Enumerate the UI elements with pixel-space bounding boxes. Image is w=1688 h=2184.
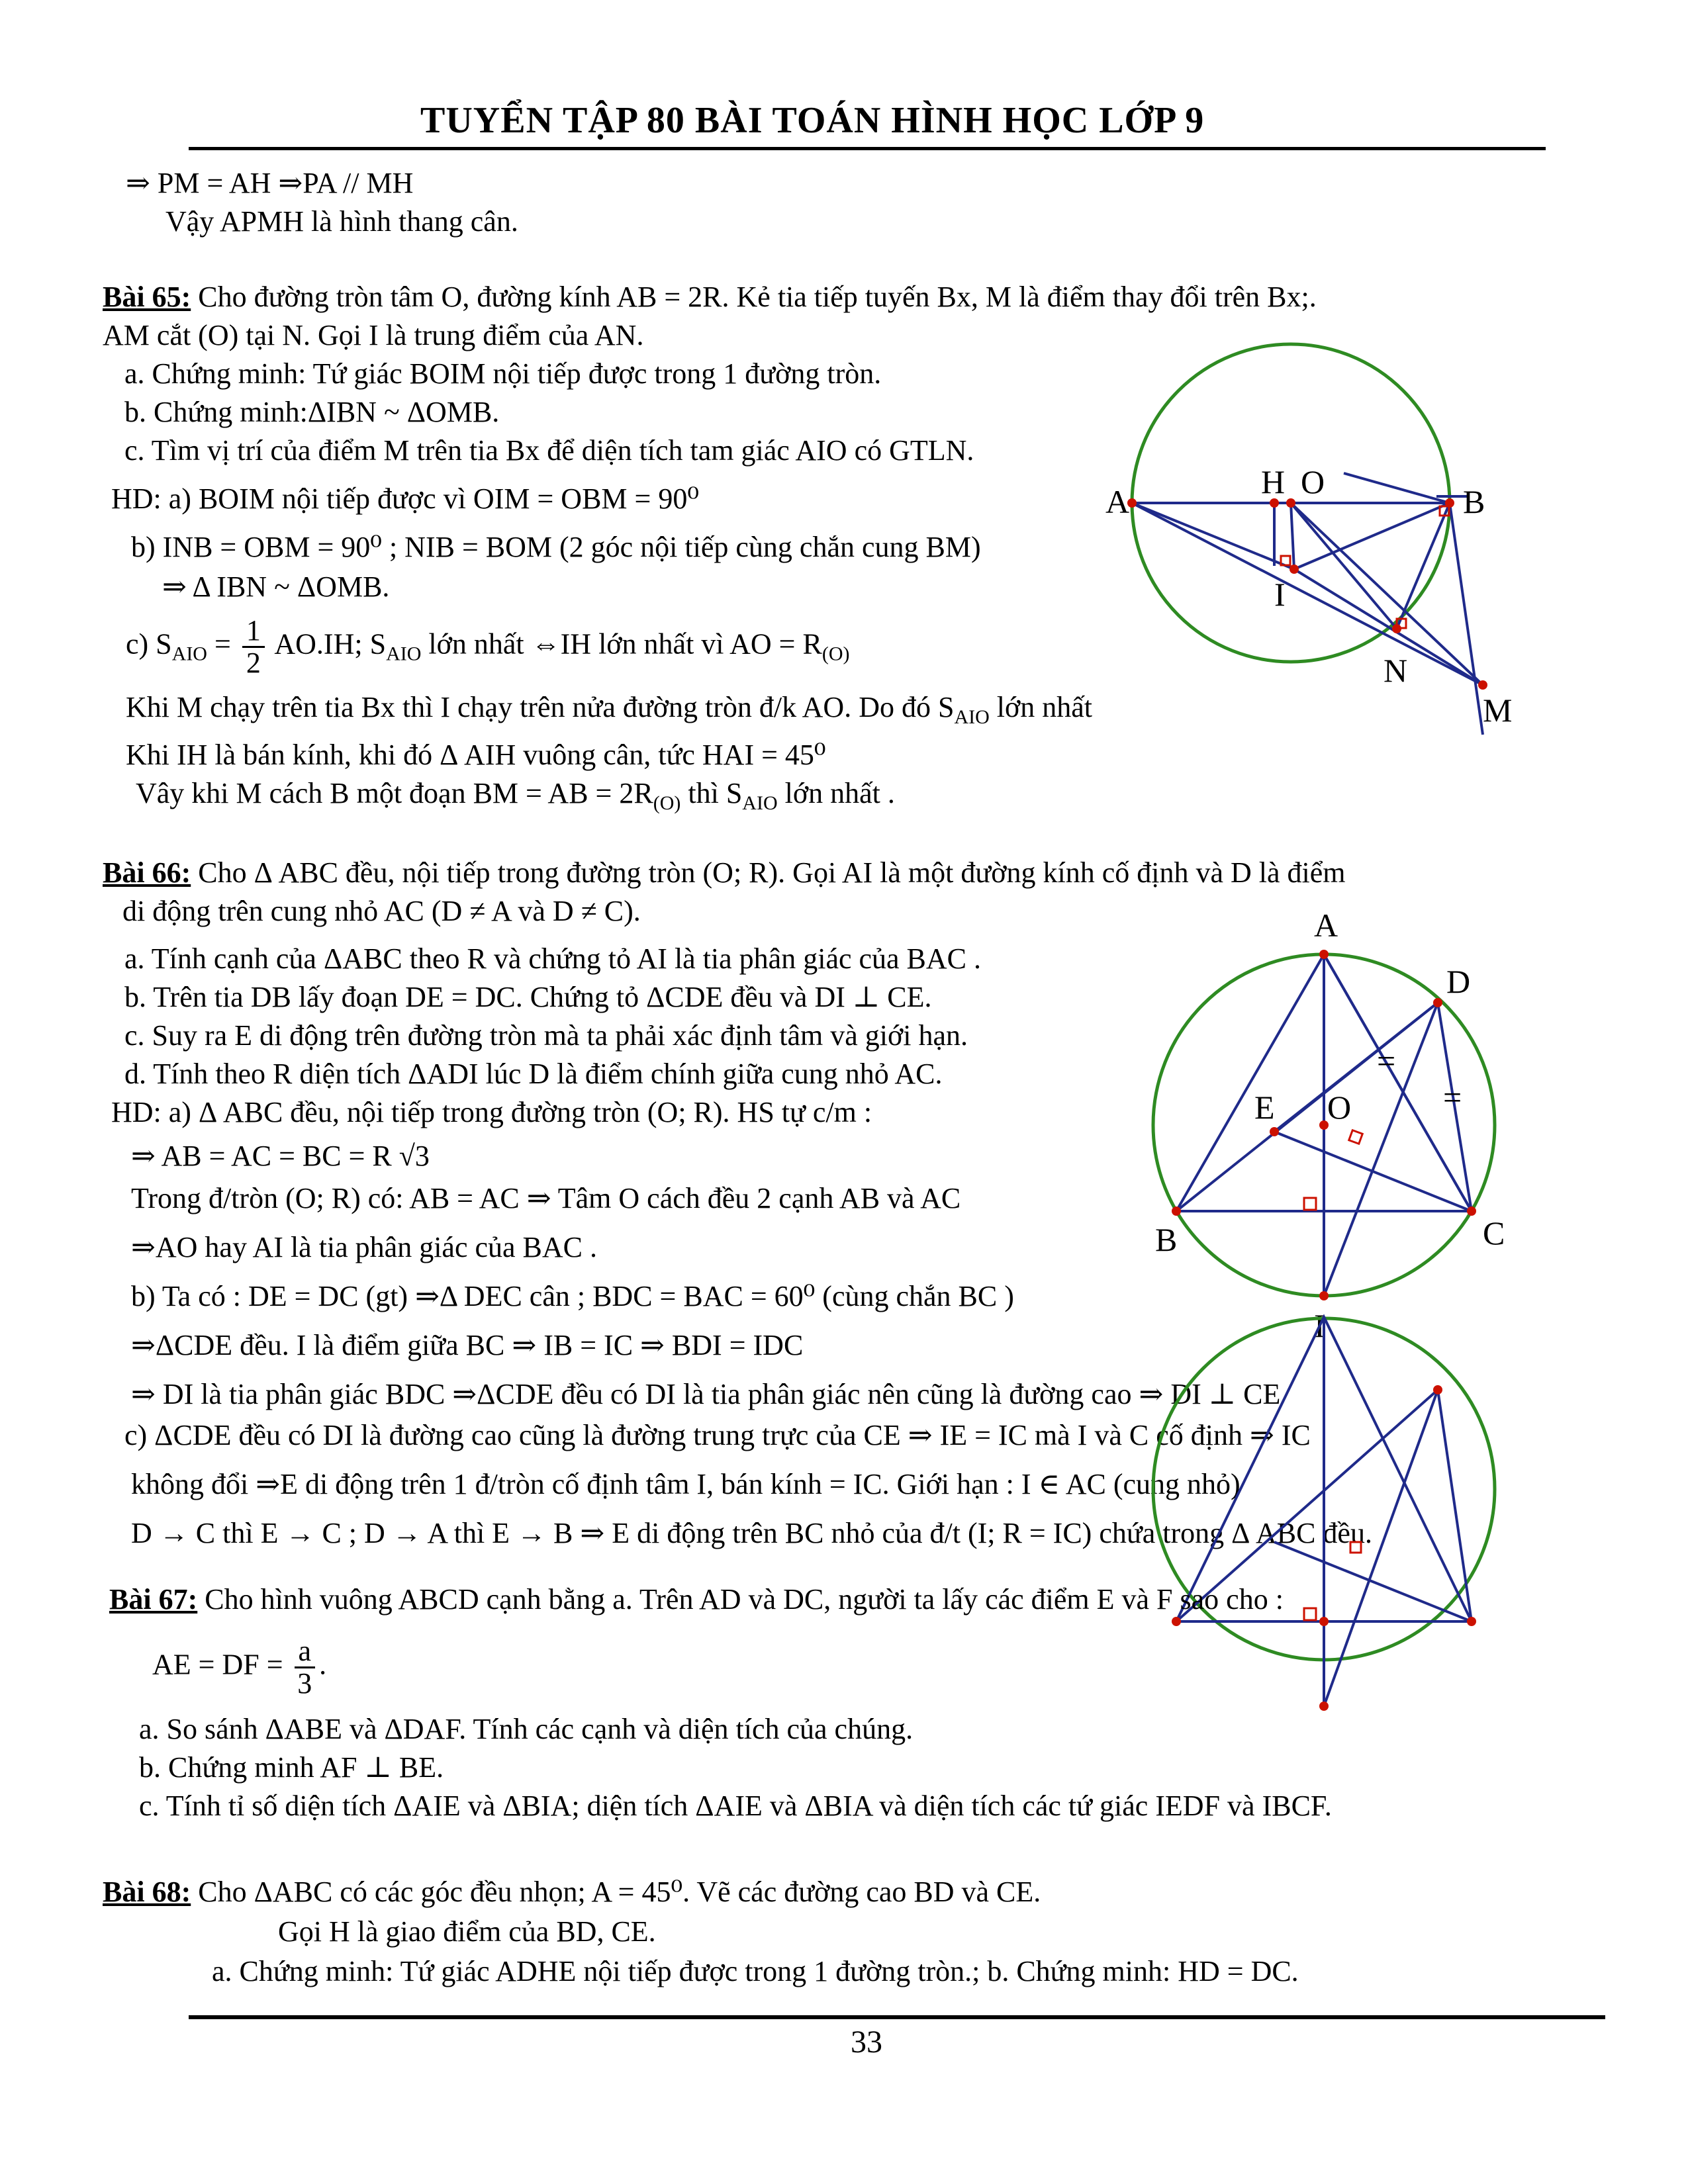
bai66-hd-7: ⇒ DI là tia phân giác BDC ⇒ΔCDE đều có DI là tia phân giác nên cũng là đường cao ⇒ DI ⊥ CE <box>131 1378 1281 1410</box>
eq-post: . <box>319 1648 327 1681</box>
bai66-hd-2: ⇒ AB = AC = BC = R √3 <box>131 1140 430 1172</box>
bai65-hd-c2 <box>126 688 1092 737</box>
hd-c4-sub: (O) <box>653 792 681 814</box>
label-e66: E <box>1254 1089 1275 1126</box>
figure-bai66 <box>1125 907 1549 1343</box>
hd-c4-mid: thì S <box>680 777 743 809</box>
eq-num: a <box>295 1636 316 1668</box>
point-i66 <box>1319 1291 1329 1300</box>
point-o <box>1286 498 1295 508</box>
bai65-statement-2: AM cắt (O) tại N. Gọi I là trung điểm của AN. <box>103 319 644 351</box>
figure-bai66-overlay <box>1125 1324 1549 1734</box>
bai66-hd-8: c) ΔCDE đều có DI là đường cao cũng là đường trung trực của CE ⇒ IE = IC mà I và C cố định ⇒ IC <box>124 1419 1311 1451</box>
point-b <box>1445 498 1454 508</box>
label-eq2: = <box>1443 1079 1462 1116</box>
footer-rule <box>189 2015 1605 2019</box>
label-o: O <box>1301 463 1325 500</box>
point-n <box>1392 624 1401 633</box>
point-i <box>1289 565 1299 574</box>
page-title: TUYỂN TẬP 80 BÀI TOÁN HÌNH HỌC LỚP 9 <box>420 100 1205 141</box>
hd-c4-sub2: AIO <box>742 792 778 814</box>
fig66-marks <box>1304 1130 1362 1210</box>
label-o66: O <box>1327 1089 1352 1126</box>
bai65-label: Bài 65: <box>103 281 191 313</box>
bai68-label: Bài 68: <box>103 1876 191 1908</box>
label-n: N <box>1383 652 1408 689</box>
point-b66 <box>1172 1206 1181 1216</box>
bai65-hd-a: HD: a) BOIM nội tiếp được vì OIM = OBM = 90⁰ <box>111 482 699 515</box>
page-number: 33 <box>851 2025 882 2060</box>
bai65-hd-c4 <box>136 774 895 823</box>
eq-pre: AE = DF = <box>152 1648 291 1681</box>
bai65-part-a: a. Chứng minh: Tứ giác BOIM nội tiếp được trong 1 đường tròn. <box>124 357 882 390</box>
fig65-lines <box>1132 473 1483 735</box>
bai66-hd-9: không đổi ⇒E di động trên 1 đ/tròn cố định tâm I, bán kính = IC. Giới hạn : I ∈ AC (cung nhỏ) <box>131 1468 1241 1500</box>
bai66-statement-1 <box>103 854 1346 892</box>
label-c66: C <box>1483 1214 1505 1251</box>
fraction-half <box>242 615 265 678</box>
bai66-part-d: d. Tính theo R diện tích ΔADI lúc D là điểm chính giữa cung nhỏ AC. <box>124 1058 943 1090</box>
fraction-a-3 <box>295 1636 316 1699</box>
bai66-part-c: c. Suy ra E di động trên đường tròn mà ta phải xác định tâm và giới hạn. <box>124 1019 968 1052</box>
bai65-part-b: b. Chứng minh:ΔIBN ~ ΔOMB. <box>124 396 500 428</box>
bai67-label: Bài 67: <box>109 1583 198 1615</box>
bai68-statement-1 <box>103 1873 1041 1911</box>
hd-c-post2: lớn nhất ⇔IH lớn nhất vì AO = R <box>421 627 822 660</box>
bai66-hd-4: ⇒AO hay AI là tia phân giác của BAC . <box>131 1231 598 1263</box>
label-eq1: = <box>1377 1042 1396 1079</box>
label-a66: A <box>1314 907 1338 944</box>
label-i: I <box>1274 576 1286 613</box>
hd-c-sub2: AIO <box>386 643 422 665</box>
bai66-part-a: a. Tính cạnh của ΔABC theo R và chứng tỏ AI là tia phân giác của BAC . <box>124 942 982 975</box>
bai67-part-c: c. Tính tỉ số diện tích ΔAIE và ΔBIA; diện tích ΔAIE và ΔBIA và diện tích các tứ giác IEDF và IBCF. <box>139 1790 1332 1822</box>
hd-c4-pre: Vây khi M cách B một đoạn BM = AB = 2R <box>136 777 653 809</box>
bai67-statement-1 <box>109 1580 1284 1619</box>
bai65-hd-b: b) INB = OBM = 90⁰ ; NIB = BOM (2 góc nội tiếp cùng chắn cung BM) <box>131 531 981 563</box>
bai67-part-b: b. Chứng minh AF ⊥ BE. <box>139 1751 444 1784</box>
label-b66: B <box>1155 1221 1178 1258</box>
bai66-text-1: Cho Δ ABC đều, nội tiếp trong đường tròn (O; R). Gọi AI là một đường kính cố định và D là điểm <box>198 856 1346 889</box>
label-b: B <box>1463 483 1485 520</box>
bai65-statement-1 <box>103 278 1317 316</box>
figure-bai65 <box>1105 338 1536 748</box>
frac-num: 1 <box>242 615 265 648</box>
label-h: H <box>1261 463 1286 500</box>
bai66-hd-6: ⇒ΔCDE đều. I là điểm giữa BC ⇒ IB = IC ⇒ BDI = IDC <box>131 1329 804 1361</box>
bai66-hd-10: D → C thì E → C ; D → A thì E → B ⇒ E di động trên BC nhỏ của đ/t (I; R = IC) chứa trong Δ ABC đều. <box>131 1517 1372 1549</box>
intro-line-1: ⇒ PM = AH ⇒PA // MH <box>126 167 414 199</box>
hd-c-pre: c) S <box>126 627 172 660</box>
label-m: M <box>1483 692 1513 729</box>
hd-c-eq: = <box>207 627 238 660</box>
bai67-equation <box>152 1636 326 1699</box>
bai66-hd-3: Trong đ/tròn (O; R) có: AB = AC ⇒ Tâm O cách đều 2 cạnh AB và AC <box>131 1182 961 1214</box>
overlay-marks <box>1304 1542 1361 1620</box>
bai67-text-1: Cho hình vuông ABCD cạnh bằng a. Trên AD và DC, người ta lấy các điểm E và F sao cho : <box>205 1583 1284 1615</box>
header-rule <box>189 147 1546 150</box>
bai65-part-c: c. Tìm vị trí của điểm M trên tia Bx để diện tích tam giác AIO có GTLN. <box>124 434 974 467</box>
bai67-part-a: a. So sánh ΔABE và ΔDAF. Tính các cạnh và diện tích của chúng. <box>139 1713 914 1745</box>
point-a66 <box>1319 950 1329 959</box>
frac-den: 2 <box>246 647 261 679</box>
label-i66: I <box>1314 1307 1325 1344</box>
bai66-hd-5: b) Ta có : DE = DC (gt) ⇒Δ DEC cân ; BDC = BAC = 60⁰ (cùng chắn BC ) <box>131 1280 1014 1312</box>
bai66-statement-2: di động trên cung nhỏ AC (D ≠ A và D ≠ C). <box>122 895 641 927</box>
hd-c-sub3: (O) <box>821 643 850 665</box>
bai65-hd-c <box>126 615 849 678</box>
hd-c4-post: lớn nhất . <box>777 777 895 809</box>
bai68-text-1: Cho ΔABC có các góc đều nhọn; A = 45⁰. Vẽ các đường cao BD và CE. <box>198 1876 1041 1908</box>
bai65-hd-b2: ⇒ Δ IBN ~ ΔOMB. <box>162 570 390 603</box>
point-m <box>1478 680 1487 690</box>
hd-c2-sub: AIO <box>954 705 990 728</box>
intro-line-2: Vậy APMH là hình thang cân. <box>165 205 518 238</box>
hd-c2-post: lớn nhất <box>989 691 1093 723</box>
bai68-statement-2: Gọi H là giao điểm của BD, CE. <box>278 1915 656 1948</box>
hd-c2-pre: Khi M chạy trên tia Bx thì I chạy trên nửa đường tròn đ/k AO. Do đó S <box>126 691 955 723</box>
point-d66 <box>1433 998 1442 1007</box>
label-a: A <box>1105 483 1130 520</box>
eq-den: 3 <box>297 1667 312 1700</box>
hd-c-sub: AIO <box>171 643 207 665</box>
label-d66: D <box>1446 963 1471 1000</box>
bai65-hd-c3: Khi IH là bán kính, khi đó Δ AIH vuông cân, tức HAI = 45⁰ <box>126 739 826 771</box>
bai66-hd-1: HD: a) Δ ABC đều, nội tiếp trong đường tròn (O; R). HS tự c/m : <box>111 1096 872 1128</box>
bai66-label: Bài 66: <box>103 856 191 889</box>
point-c66 <box>1467 1206 1476 1216</box>
bai65-text-1: Cho đường tròn tâm O, đường kính AB = 2R. Kẻ tia tiếp tuyến Bx, M là điểm thay đổi trên Bx;. <box>198 281 1317 313</box>
bai66-part-b: b. Trên tia DB lấy đoạn DE = DC. Chứng tỏ ΔCDE đều và DI ⊥ CE. <box>124 981 932 1013</box>
bai68-part-a: a. Chứng minh: Tứ giác ADHE nội tiếp được trong 1 đường tròn.; b. Chứng minh: HD = DC. <box>212 1955 1299 1987</box>
overlay-lines <box>1176 1317 1472 1706</box>
point-e66 <box>1270 1127 1279 1136</box>
hd-c-post: AO.IH; S <box>268 627 387 660</box>
